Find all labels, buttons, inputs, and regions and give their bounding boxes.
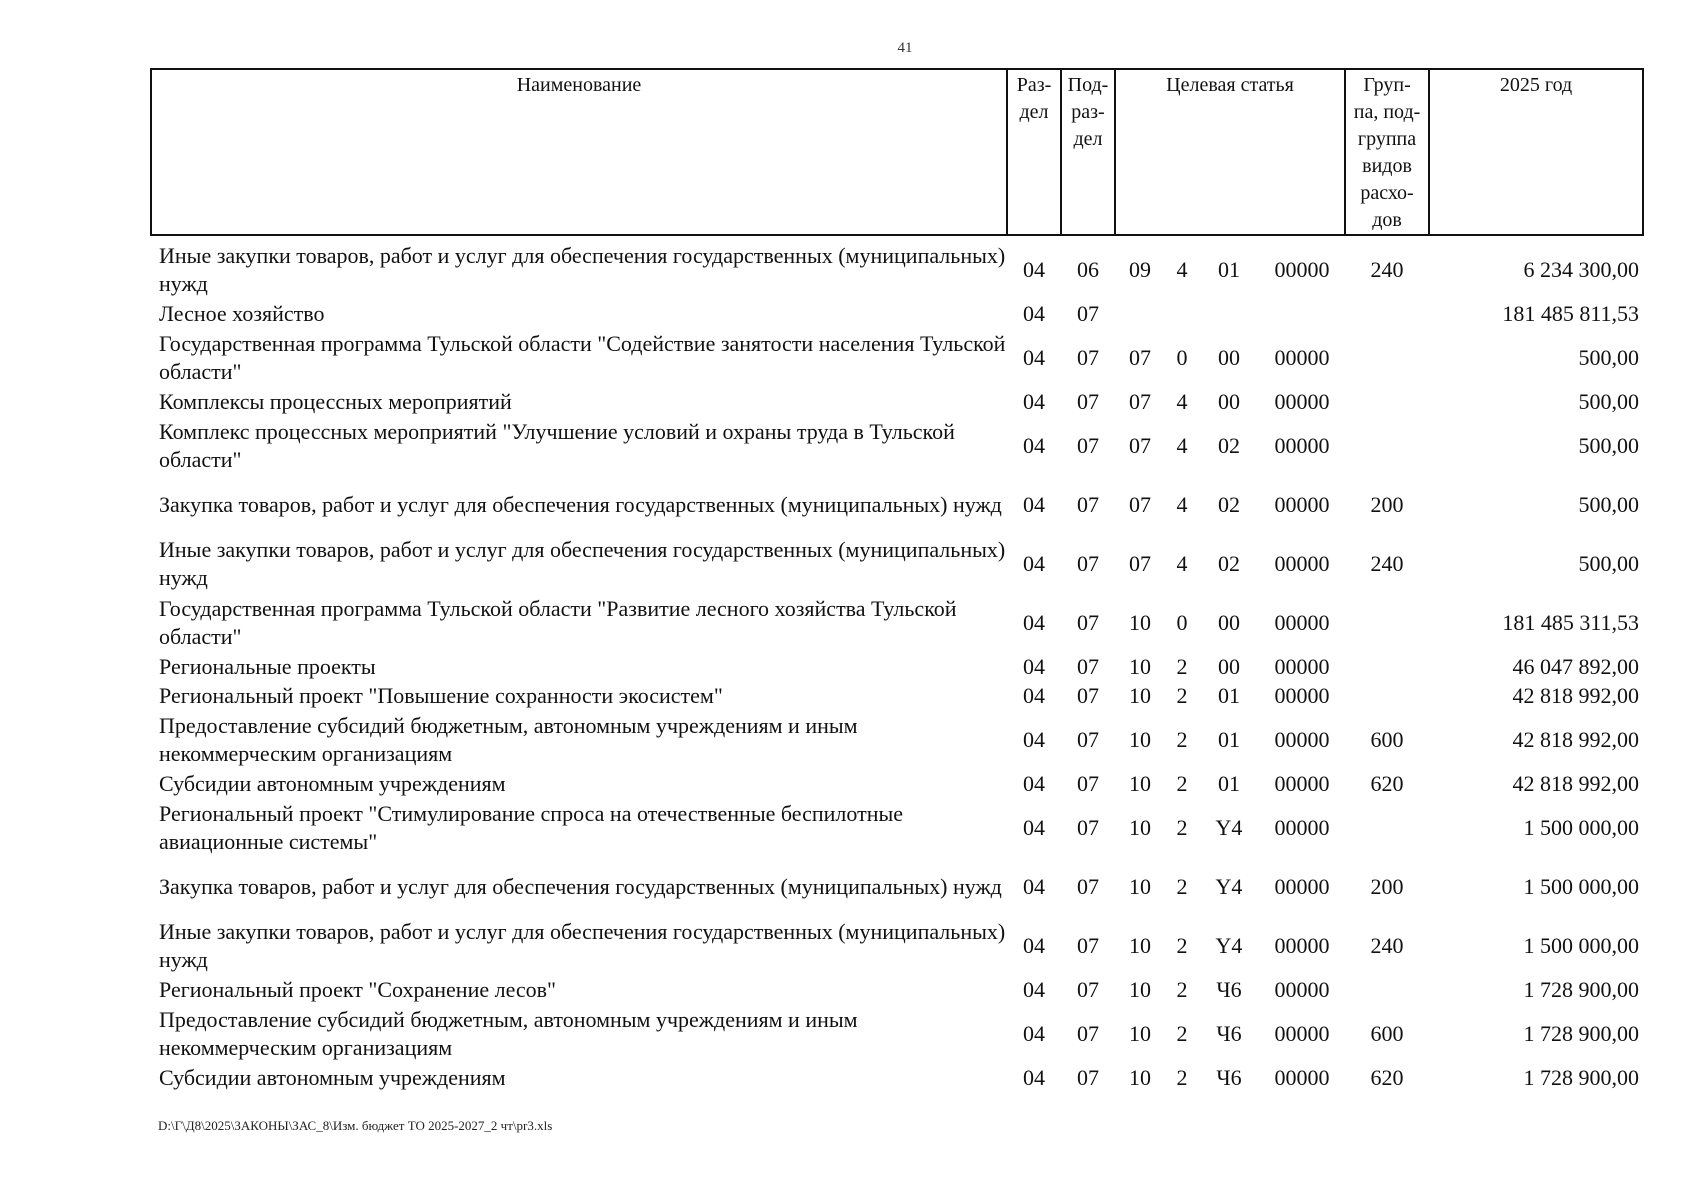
row-target-element: 00 — [1218, 388, 1240, 414]
row-target-type: 2 — [1176, 976, 1188, 1002]
row-target-program: 07 — [1129, 432, 1151, 458]
row-expense-group — [1345, 652, 1429, 681]
row-target-type: 2 — [1176, 653, 1188, 679]
row-expense-group — [1345, 593, 1429, 652]
table-row — [151, 857, 1643, 916]
table-row — [151, 681, 1643, 710]
row-target-direction — [1259, 299, 1345, 328]
row-section: 04 — [1023, 976, 1045, 1002]
row-target-type: 4 — [1176, 256, 1188, 282]
row-section: 04 — [1023, 932, 1045, 958]
row-target-program: 07 — [1129, 388, 1151, 414]
row-subsection: 07 — [1077, 388, 1099, 414]
header-target-article: Целевая статья — [1115, 69, 1345, 235]
row-target-element: 02 — [1218, 432, 1240, 458]
row-target-element: 00 — [1218, 609, 1240, 635]
row-subsection: 07 — [1077, 814, 1099, 840]
row-amount: 6 234 300,00 — [1523, 256, 1640, 282]
row-target-element: 00 — [1218, 653, 1240, 679]
row-amount: 42 818 992,00 — [1512, 726, 1640, 752]
row-subsection: 07 — [1077, 1064, 1099, 1090]
row-subsection: 07 — [1077, 873, 1099, 899]
row-name: Закупка товаров, работ и услуг для обеспечения государственных (муниципальных) нужд — [159, 873, 1002, 899]
row-target-direction: 00000 — [1274, 653, 1330, 679]
row-target-direction: 00000 — [1274, 344, 1330, 370]
row-section: 04 — [1023, 726, 1045, 752]
row-target-program: 10 — [1129, 976, 1151, 1002]
table-row — [151, 975, 1643, 1004]
row-subsection: 07 — [1077, 300, 1099, 326]
row-target-program: 07 — [1129, 550, 1151, 576]
row-target-program: 10 — [1129, 1064, 1151, 1090]
row-name: Субсидии автономным учреждениям — [159, 770, 506, 796]
table-row — [151, 652, 1643, 681]
row-target-direction: 00000 — [1274, 932, 1330, 958]
row-subsection: 07 — [1077, 976, 1099, 1002]
table-row — [151, 387, 1643, 416]
row-name: Региональный проект "Сохранение лесов" — [159, 976, 557, 1002]
row-amount: 1 728 900,00 — [1523, 976, 1640, 1002]
row-section: 04 — [1023, 1020, 1045, 1046]
header-subsection: Под- раз- дел — [1061, 69, 1115, 235]
row-amount: 500,00 — [1578, 491, 1640, 517]
row-target-type: 2 — [1176, 1064, 1188, 1090]
row-target-element — [1199, 299, 1259, 328]
row-target-direction: 00000 — [1274, 432, 1330, 458]
table-row — [151, 798, 1643, 857]
row-section: 04 — [1023, 256, 1045, 282]
row-target-program: 10 — [1129, 609, 1151, 635]
row-name: Иные закупки товаров, работ и услуг для обеспечения государственных (муниципальных) нужд — [159, 918, 1006, 972]
row-subsection: 07 — [1077, 550, 1099, 576]
row-section: 04 — [1023, 550, 1045, 576]
row-target-element: Ч6 — [1216, 1020, 1242, 1046]
row-subsection: 07 — [1077, 609, 1099, 635]
row-subsection: 07 — [1077, 932, 1099, 958]
row-amount: 500,00 — [1578, 388, 1640, 414]
table-row — [151, 710, 1643, 769]
row-name: Субсидии автономным учреждениям — [159, 1064, 506, 1090]
row-name: Государственная программа Тульской области "Развитие лесного хозяйства Тульской области" — [159, 595, 957, 649]
row-subsection: 07 — [1077, 491, 1099, 517]
row-expense-group: 600 — [1370, 1020, 1404, 1046]
table-row — [151, 328, 1643, 387]
row-target-program: 07 — [1129, 491, 1151, 517]
row-target-direction: 00000 — [1274, 1020, 1330, 1046]
row-amount: 1 500 000,00 — [1523, 932, 1640, 958]
row-name: Комплекс процессных мероприятий "Улучшение условий и охраны труда в Тульской области" — [159, 418, 955, 472]
row-amount: 42 818 992,00 — [1512, 682, 1640, 708]
page-number: 41 — [897, 40, 913, 56]
row-subsection: 07 — [1077, 1020, 1099, 1046]
row-amount: 1 728 900,00 — [1523, 1020, 1640, 1046]
row-target-element: 01 — [1218, 770, 1240, 796]
row-section: 04 — [1023, 1064, 1045, 1090]
row-target-element: 01 — [1218, 682, 1240, 708]
row-target-direction: 00000 — [1274, 976, 1330, 1002]
table-body — [151, 235, 1643, 1092]
row-name: Государственная программа Тульской области "Содействие занятости населения Тульской области" — [159, 330, 1006, 384]
table-row — [151, 475, 1643, 534]
row-target-program: 10 — [1129, 682, 1151, 708]
row-subsection: 06 — [1077, 256, 1099, 282]
table-row — [151, 534, 1643, 593]
row-target-type: 2 — [1176, 770, 1188, 796]
row-amount: 181 485 811,53 — [1502, 300, 1640, 326]
row-amount: 42 818 992,00 — [1512, 770, 1640, 796]
row-target-type: 4 — [1176, 491, 1188, 517]
row-target-direction: 00000 — [1274, 388, 1330, 414]
row-subsection: 07 — [1077, 344, 1099, 370]
row-name: Иные закупки товаров, работ и услуг для обеспечения государственных (муниципальных) нужд — [159, 536, 1006, 590]
table-header-row — [151, 69, 1643, 235]
row-expense-group — [1345, 681, 1429, 710]
row-name: Закупка товаров, работ и услуг для обеспечения государственных (муниципальных) нужд — [159, 491, 1002, 517]
row-target-direction: 00000 — [1274, 770, 1330, 796]
row-name: Комплексы процессных мероприятий — [159, 388, 512, 414]
footer-file-path: D:\Г\Д8\2025\ЗАКОНЫ\ЗАС_8\Изм. бюджет ТО 2025-2027_2 чт\pr3.xls — [158, 1118, 553, 1133]
row-target-element: Ч6 — [1216, 1064, 1242, 1090]
row-section: 04 — [1023, 432, 1045, 458]
row-expense-group — [1345, 299, 1429, 328]
row-section: 04 — [1023, 653, 1045, 679]
row-section: 04 — [1023, 814, 1045, 840]
row-expense-group: 240 — [1370, 932, 1404, 958]
row-subsection: 07 — [1077, 432, 1099, 458]
row-amount: 500,00 — [1578, 550, 1640, 576]
row-name: Региональные проекты — [159, 653, 376, 679]
row-amount: 1 728 900,00 — [1523, 1064, 1640, 1090]
row-target-program — [1115, 299, 1165, 328]
row-target-type: 2 — [1176, 873, 1188, 899]
row-target-type: 2 — [1176, 682, 1188, 708]
row-target-type: 2 — [1176, 726, 1188, 752]
row-section: 04 — [1023, 609, 1045, 635]
row-target-type: 0 — [1176, 609, 1188, 635]
table-row — [151, 769, 1643, 798]
row-section: 04 — [1023, 388, 1045, 414]
table-row — [151, 593, 1643, 652]
row-expense-group: 240 — [1370, 256, 1404, 282]
row-expense-group — [1345, 798, 1429, 857]
row-target-program: 10 — [1129, 770, 1151, 796]
row-target-direction: 00000 — [1274, 491, 1330, 517]
row-target-direction: 00000 — [1274, 1064, 1330, 1090]
row-target-element: Y4 — [1215, 873, 1243, 899]
row-amount: 1 500 000,00 — [1523, 873, 1640, 899]
row-expense-group: 620 — [1370, 770, 1404, 796]
row-target-program: 10 — [1129, 932, 1151, 958]
table-row — [151, 1004, 1643, 1063]
row-target-program: 07 — [1129, 344, 1151, 370]
row-subsection: 07 — [1077, 653, 1099, 679]
table-row — [151, 235, 1643, 299]
row-target-element: 01 — [1218, 256, 1240, 282]
row-target-element: Y4 — [1215, 932, 1243, 958]
row-expense-group — [1345, 328, 1429, 387]
row-section: 04 — [1023, 682, 1045, 708]
row-section: 04 — [1023, 344, 1045, 370]
row-subsection: 07 — [1077, 726, 1099, 752]
row-target-direction: 00000 — [1274, 609, 1330, 635]
row-target-direction: 00000 — [1274, 256, 1330, 282]
row-amount: 181 485 311,53 — [1502, 609, 1640, 635]
row-target-element: 01 — [1218, 726, 1240, 752]
row-name: Предоставление субсидий бюджетным, автономным учреждениям и иным некоммерческим организациям — [159, 712, 858, 766]
row-target-direction: 00000 — [1274, 550, 1330, 576]
row-name: Региональный проект "Стимулирование спроса на отечественные беспилотные авиационные системы" — [159, 800, 904, 854]
row-target-program: 09 — [1129, 256, 1151, 282]
table-row — [151, 416, 1643, 475]
row-target-type: 2 — [1176, 932, 1188, 958]
row-name: Предоставление субсидий бюджетным, автономным учреждениям и иным некоммерческим организациям — [159, 1006, 858, 1060]
row-section: 04 — [1023, 491, 1045, 517]
row-expense-group: 240 — [1370, 550, 1404, 576]
budget-table — [150, 68, 1644, 1092]
table-row — [151, 1063, 1643, 1092]
row-target-element: Y4 — [1215, 814, 1243, 840]
row-amount: 46 047 892,00 — [1512, 653, 1640, 679]
row-expense-group: 200 — [1370, 491, 1404, 517]
row-target-type: 2 — [1176, 814, 1188, 840]
row-target-program: 10 — [1129, 726, 1151, 752]
row-target-direction: 00000 — [1274, 873, 1330, 899]
row-target-program: 10 — [1129, 653, 1151, 679]
row-target-type: 4 — [1176, 550, 1188, 576]
row-expense-group: 600 — [1370, 726, 1404, 752]
row-target-type: 4 — [1176, 388, 1188, 414]
header-name: Наименование — [151, 69, 1007, 235]
table-row — [151, 916, 1643, 975]
row-section: 04 — [1023, 770, 1045, 796]
row-target-program: 10 — [1129, 873, 1151, 899]
header-section: Раз- дел — [1007, 69, 1061, 235]
row-target-program: 10 — [1129, 814, 1151, 840]
header-amount-2025: 2025 год — [1429, 69, 1643, 235]
row-section: 04 — [1023, 300, 1045, 326]
row-target-element: 02 — [1218, 491, 1240, 517]
row-target-program: 10 — [1129, 1020, 1151, 1046]
header-expense-group: Груп- па, под- группа видов расхо- дов — [1345, 69, 1429, 235]
row-target-type: 4 — [1176, 432, 1188, 458]
row-target-type: 2 — [1176, 1020, 1188, 1046]
row-target-type: 0 — [1176, 344, 1188, 370]
row-target-direction: 00000 — [1274, 726, 1330, 752]
row-subsection: 07 — [1077, 682, 1099, 708]
row-target-type — [1165, 299, 1199, 328]
row-target-element: 02 — [1218, 550, 1240, 576]
table-row — [151, 299, 1643, 328]
row-expense-group: 200 — [1370, 873, 1404, 899]
row-target-element: 00 — [1218, 344, 1240, 370]
row-expense-group — [1345, 416, 1429, 475]
row-name: Региональный проект "Повышение сохранности экосистем" — [159, 682, 723, 708]
row-subsection: 07 — [1077, 770, 1099, 796]
row-expense-group — [1345, 387, 1429, 416]
row-name: Иные закупки товаров, работ и услуг для обеспечения государственных (муниципальных) нужд — [159, 242, 1006, 296]
row-name: Лесное хозяйство — [159, 300, 325, 326]
row-amount: 500,00 — [1578, 344, 1640, 370]
row-target-direction: 00000 — [1274, 682, 1330, 708]
row-target-element: Ч6 — [1216, 976, 1242, 1002]
row-target-direction: 00000 — [1274, 814, 1330, 840]
row-amount: 1 500 000,00 — [1523, 814, 1640, 840]
row-section: 04 — [1023, 873, 1045, 899]
row-amount: 500,00 — [1578, 432, 1640, 458]
row-expense-group: 620 — [1370, 1064, 1404, 1090]
row-expense-group — [1345, 975, 1429, 1004]
